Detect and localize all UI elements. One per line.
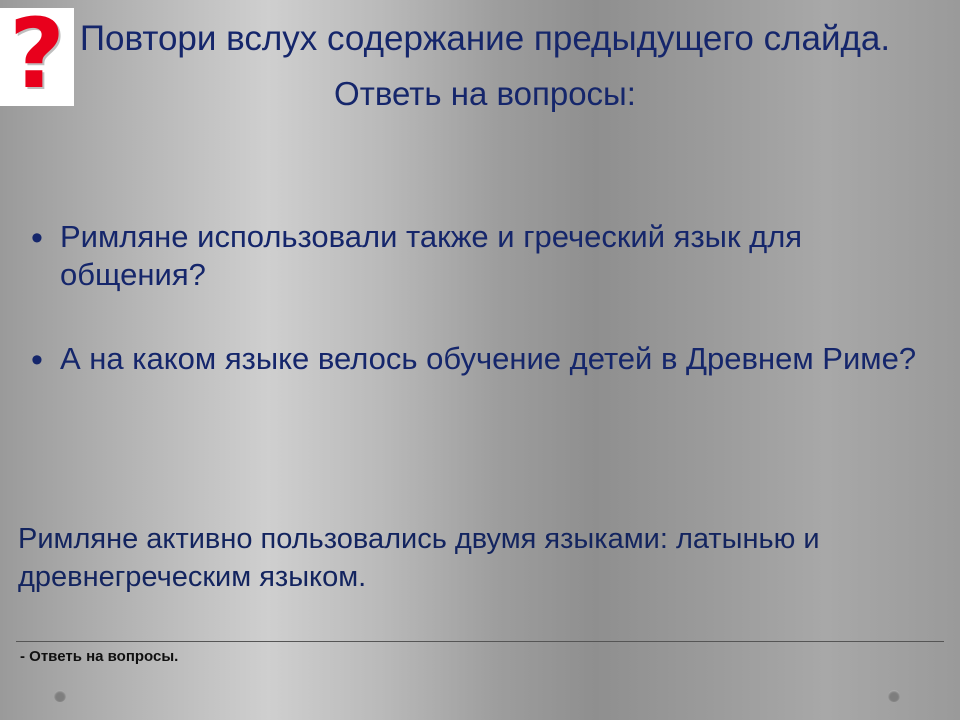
bullet-list	[14, 218, 944, 426]
slide-title	[60, 18, 910, 114]
footer-divider	[16, 641, 944, 642]
decorative-dot-left	[54, 690, 66, 702]
closing-paragraph: Римляне активно пользовались двумя языками: латынью и древнегреческим языком.	[18, 523, 820, 593]
footer-note: - Ответь на вопросы.	[20, 648, 179, 665]
bullet-marker-icon: •	[31, 219, 43, 257]
bullet-text: Римляне использовали также и греческий язык для общения?	[60, 219, 803, 292]
list-item	[14, 218, 944, 294]
question-mark-icon: ?	[9, 0, 65, 110]
title-line-2: Ответь на вопросы:	[334, 75, 636, 112]
bullet-marker-icon: •	[31, 341, 43, 379]
list-item	[14, 340, 944, 380]
title-line-1: Повтори вслух содержание предыдущего слайда.	[79, 19, 891, 58]
bullet-text: А на каком языке велось обучение детей в Древнем Риме?	[60, 341, 917, 376]
decorative-dot-right	[888, 690, 900, 702]
